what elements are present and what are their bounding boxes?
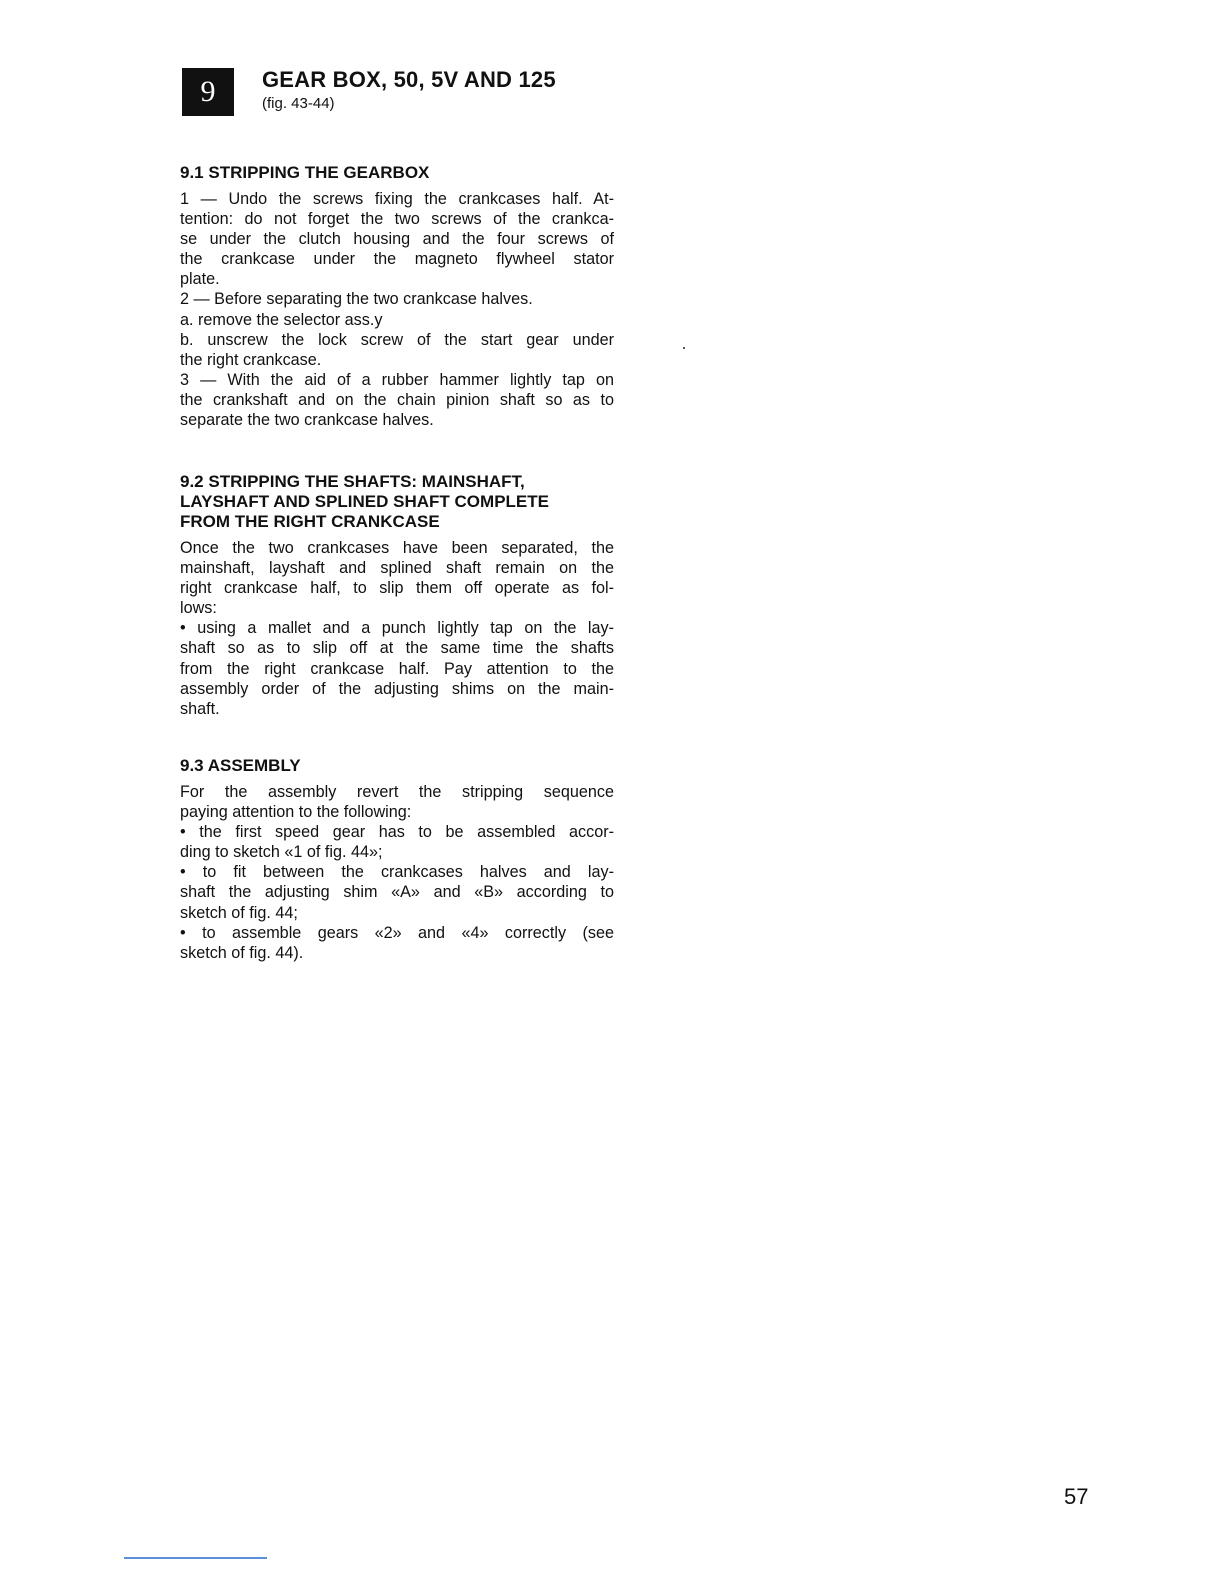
text-line: shaft the adjusting shim «A» and «B» according to — [180, 883, 614, 902]
text-line: lows: — [180, 599, 217, 618]
text-line: • the first speed gear has to be assembled accor- — [180, 823, 614, 842]
section-9-1 — [180, 163, 614, 430]
heading-line: LAYSHAFT AND SPLINED SHAFT COMPLETE — [180, 492, 549, 511]
text-line: separate the two crankcase halves. — [180, 411, 434, 430]
heading-line: 9.1 STRIPPING THE GEARBOX — [180, 163, 430, 182]
text-line: plate. — [180, 270, 220, 289]
footer-rule — [124, 1557, 267, 1559]
text-line: 1 — Undo the screws fixing the crankcases half. At- — [180, 190, 614, 208]
text-line: the crankshaft and on the chain pinion shaft so as to — [180, 390, 614, 409]
text-line: the right crankcase. — [180, 350, 322, 369]
text-line: the crankcase under the magneto flywheel stator — [180, 250, 614, 269]
text-line: assembly order of the adjusting shims on the main- — [180, 679, 614, 698]
heading-line: FROM THE RIGHT CRANKCASE — [180, 512, 440, 531]
section-body — [180, 782, 614, 963]
text-line: 2 — Before separating the two crankcase halves. — [180, 290, 533, 309]
text-line: sketch of fig. 44; — [180, 903, 298, 922]
text-line: tention: do not forget the two screws of the crankca- — [180, 210, 614, 229]
text-line: a. remove the selector ass.y — [180, 310, 383, 329]
scan-speck — [683, 347, 685, 349]
text-line: mainshaft, layshaft and splined shaft remain on the — [180, 559, 614, 578]
section-9-3 — [180, 756, 614, 963]
heading-line: 9.3 ASSEMBLY — [180, 756, 301, 775]
text-line: • to fit between the crankcases halves and lay- — [180, 863, 614, 882]
text-line: b. unscrew the lock screw of the start gear under — [180, 330, 614, 349]
section-heading — [180, 163, 614, 183]
text-line: right crankcase half, to slip them off operate as fol- — [180, 579, 614, 598]
text-line: shaft. — [180, 699, 220, 718]
text-line: • using a mallet and a punch lightly tap on the lay- — [180, 619, 614, 638]
text-line: shaft so as to slip off at the same time the shafts — [180, 639, 614, 658]
heading-line: 9.2 STRIPPING THE SHAFTS: MAINSHAFT, — [180, 472, 525, 491]
section-heading — [180, 756, 614, 776]
text-line: ding to sketch «1 of fig. 44»; — [180, 843, 383, 862]
section-9-2 — [180, 472, 614, 719]
chapter-number-badge: 9 — [182, 68, 234, 116]
chapter-title: GEAR BOX, 50, 5V AND 125 — [262, 67, 556, 92]
text-line: from the right crankcase half. Pay attention to the — [180, 659, 614, 678]
section-body — [180, 538, 614, 719]
chapter-figure-reference: (fig. 43-44) — [262, 95, 335, 112]
text-line: paying attention to the following: — [180, 803, 412, 822]
page-number: 57 — [1064, 1484, 1089, 1509]
text-line: 3 — With the aid of a rubber hammer lightly tap on — [180, 370, 614, 389]
text-line: Once the two crankcases have been separated, the — [180, 539, 614, 557]
text-line: se under the clutch housing and the four screws of — [180, 230, 614, 249]
section-body — [180, 189, 614, 430]
text-line: sketch of fig. 44). — [180, 943, 304, 962]
text-line: • to assemble gears «2» and «4» correctly (see — [180, 923, 614, 942]
text-line: For the assembly revert the stripping sequence — [180, 783, 614, 801]
section-heading — [180, 472, 614, 532]
